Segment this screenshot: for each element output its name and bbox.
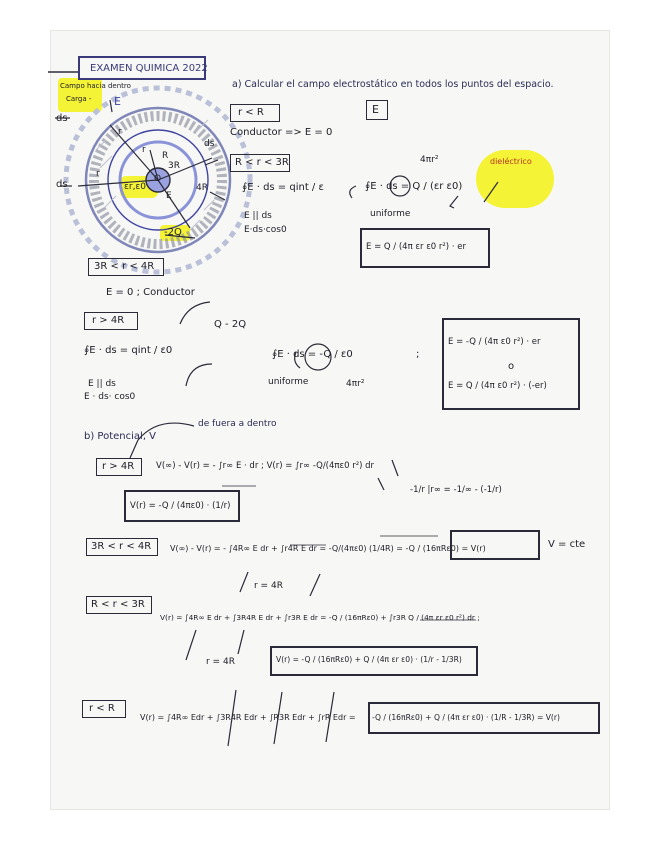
eq-b-mid: V(∞) - V(r) = - ∫4R∞ E dr + ∫r4R E dr = -Q/(4πε0) (1/4R) = -Q / (16πRε0) = V(r) [170, 544, 486, 553]
diagram-label-E: E [166, 191, 172, 201]
r-eq-4R: r = 4R [254, 581, 283, 591]
area2-label: 4πr² [346, 379, 365, 389]
region-r-gt-4R: r > 4R [92, 315, 125, 326]
dielectrico-label: dieléctrico [490, 157, 532, 166]
diagram-label-ds-bottom: ds [56, 179, 68, 190]
eq-b-die: V(r) = ∫4R∞ E dr + ∫3R4R E dr + ∫r3R E dr = -Q / (16πRε0) + ∫r3R Q / (4π εr ε0 r²) dr ; [160, 613, 480, 622]
result-box-b-mid [450, 530, 540, 560]
result-b-out: V(r) = -Q / (4πε0) · (1/r) [130, 501, 231, 511]
uniforme-label: uniforme [370, 209, 411, 219]
r-4R-2: r = 4R [206, 657, 235, 667]
diagram-label-r3: r [142, 145, 146, 155]
eq-out-1: V(∞) - V(r) = - ∫r∞ E · dr ; V(r) = ∫r∞ -Q/(4πε0 r²) dr [156, 461, 375, 471]
diagram-label-4R: 4R [196, 183, 208, 193]
diagram-label-r1: r [118, 127, 122, 137]
gauss-specific: ∮E · ds = Q / (εr ε0) [365, 181, 463, 192]
diagram-label-E-top: E [114, 95, 121, 108]
result-out-2: E = Q / (4π ε0 r²) · (-er) [448, 381, 547, 391]
E-vec: E [372, 103, 379, 116]
area-4pir2: 4πr² [420, 155, 439, 165]
diagram-label-minus2q: -2Q [164, 227, 182, 238]
conductor-line: Conductor => E = 0 [230, 127, 333, 138]
diagram-label-eps: εr,ε0 [124, 182, 147, 192]
gauss-out-specific: ∮E · ds = -Q / ε0 [272, 349, 353, 360]
region-r-lt-R: r < R [238, 107, 264, 118]
eq-b-in: V(r) = ∫4R∞ Edr + ∫3R4R Edr + ∫R3R Edr + ∫rR Edr = [140, 713, 356, 722]
semicolon: ; [416, 349, 420, 360]
diagram-label-carga: Carga - [66, 95, 92, 103]
region-3R-4R: 3R < r < 4R [94, 261, 155, 272]
part-a-statement: a) Calcular el campo electrostático en todos los puntos del espacio. [232, 79, 554, 90]
diagram-label-Q: Q [154, 174, 162, 184]
diagram-label-3R: 3R [168, 161, 180, 171]
exam-title: EXAMEN QUIMICA 2022 [90, 63, 208, 74]
uniforme2-label: uniforme [268, 377, 309, 387]
E-par-ds: E || ds [244, 211, 272, 221]
result-b-in: -Q / (16πRε0) + Q / (4π εr ε0) · (1/R - 1/3R) = V(r) [372, 713, 560, 722]
diagram-label-R: R [162, 151, 169, 161]
E-par-ds-2: E || ds [88, 379, 116, 389]
diagram-label-r2: r [96, 169, 100, 179]
part-b-heading: b) Potencial, V [84, 431, 157, 442]
region-b-in: r < R [89, 703, 115, 714]
q-note: Q - 2Q [214, 319, 247, 330]
region-b-out: r > 4R [102, 461, 135, 472]
region-R-3R: R < r < 3R [235, 157, 289, 168]
result-out-1: E = -Q / (4π ε0 r²) · er [448, 337, 541, 347]
diagram-label-ds-left: ds [56, 113, 68, 124]
part-b-note: de fuera a dentro [198, 419, 277, 429]
result-or: o [508, 361, 515, 372]
result-3R-4R: E = 0 ; Conductor [106, 287, 195, 298]
diagram-label-campo: Campo hacia dentro [60, 82, 131, 90]
result-R-3R: E = Q / (4π εr ε0 r²) · er [366, 242, 466, 252]
gauss-out: ∮E · ds = qint / ε0 [84, 345, 173, 356]
result-b-die: V(r) = -Q / (16πRε0) + Q / (4π εr ε0) · (1/r - 1/3R) [276, 655, 462, 664]
diagram-label-ds-right: ds [204, 139, 215, 149]
v-cte: V = cte [548, 539, 586, 550]
E-ds-cos-2: E · ds· cos0 [84, 392, 136, 402]
eq-out-2: -1/r |r∞ = -1/∞ - (-1/r) [410, 485, 502, 495]
gauss-general: ∮E · ds = qint / ε [242, 182, 324, 193]
region-b-mid: 3R < r < 4R [91, 541, 152, 552]
region-b-die: R < r < 3R [91, 599, 145, 610]
E-ds-cos: E·ds·cos0 [244, 225, 287, 235]
